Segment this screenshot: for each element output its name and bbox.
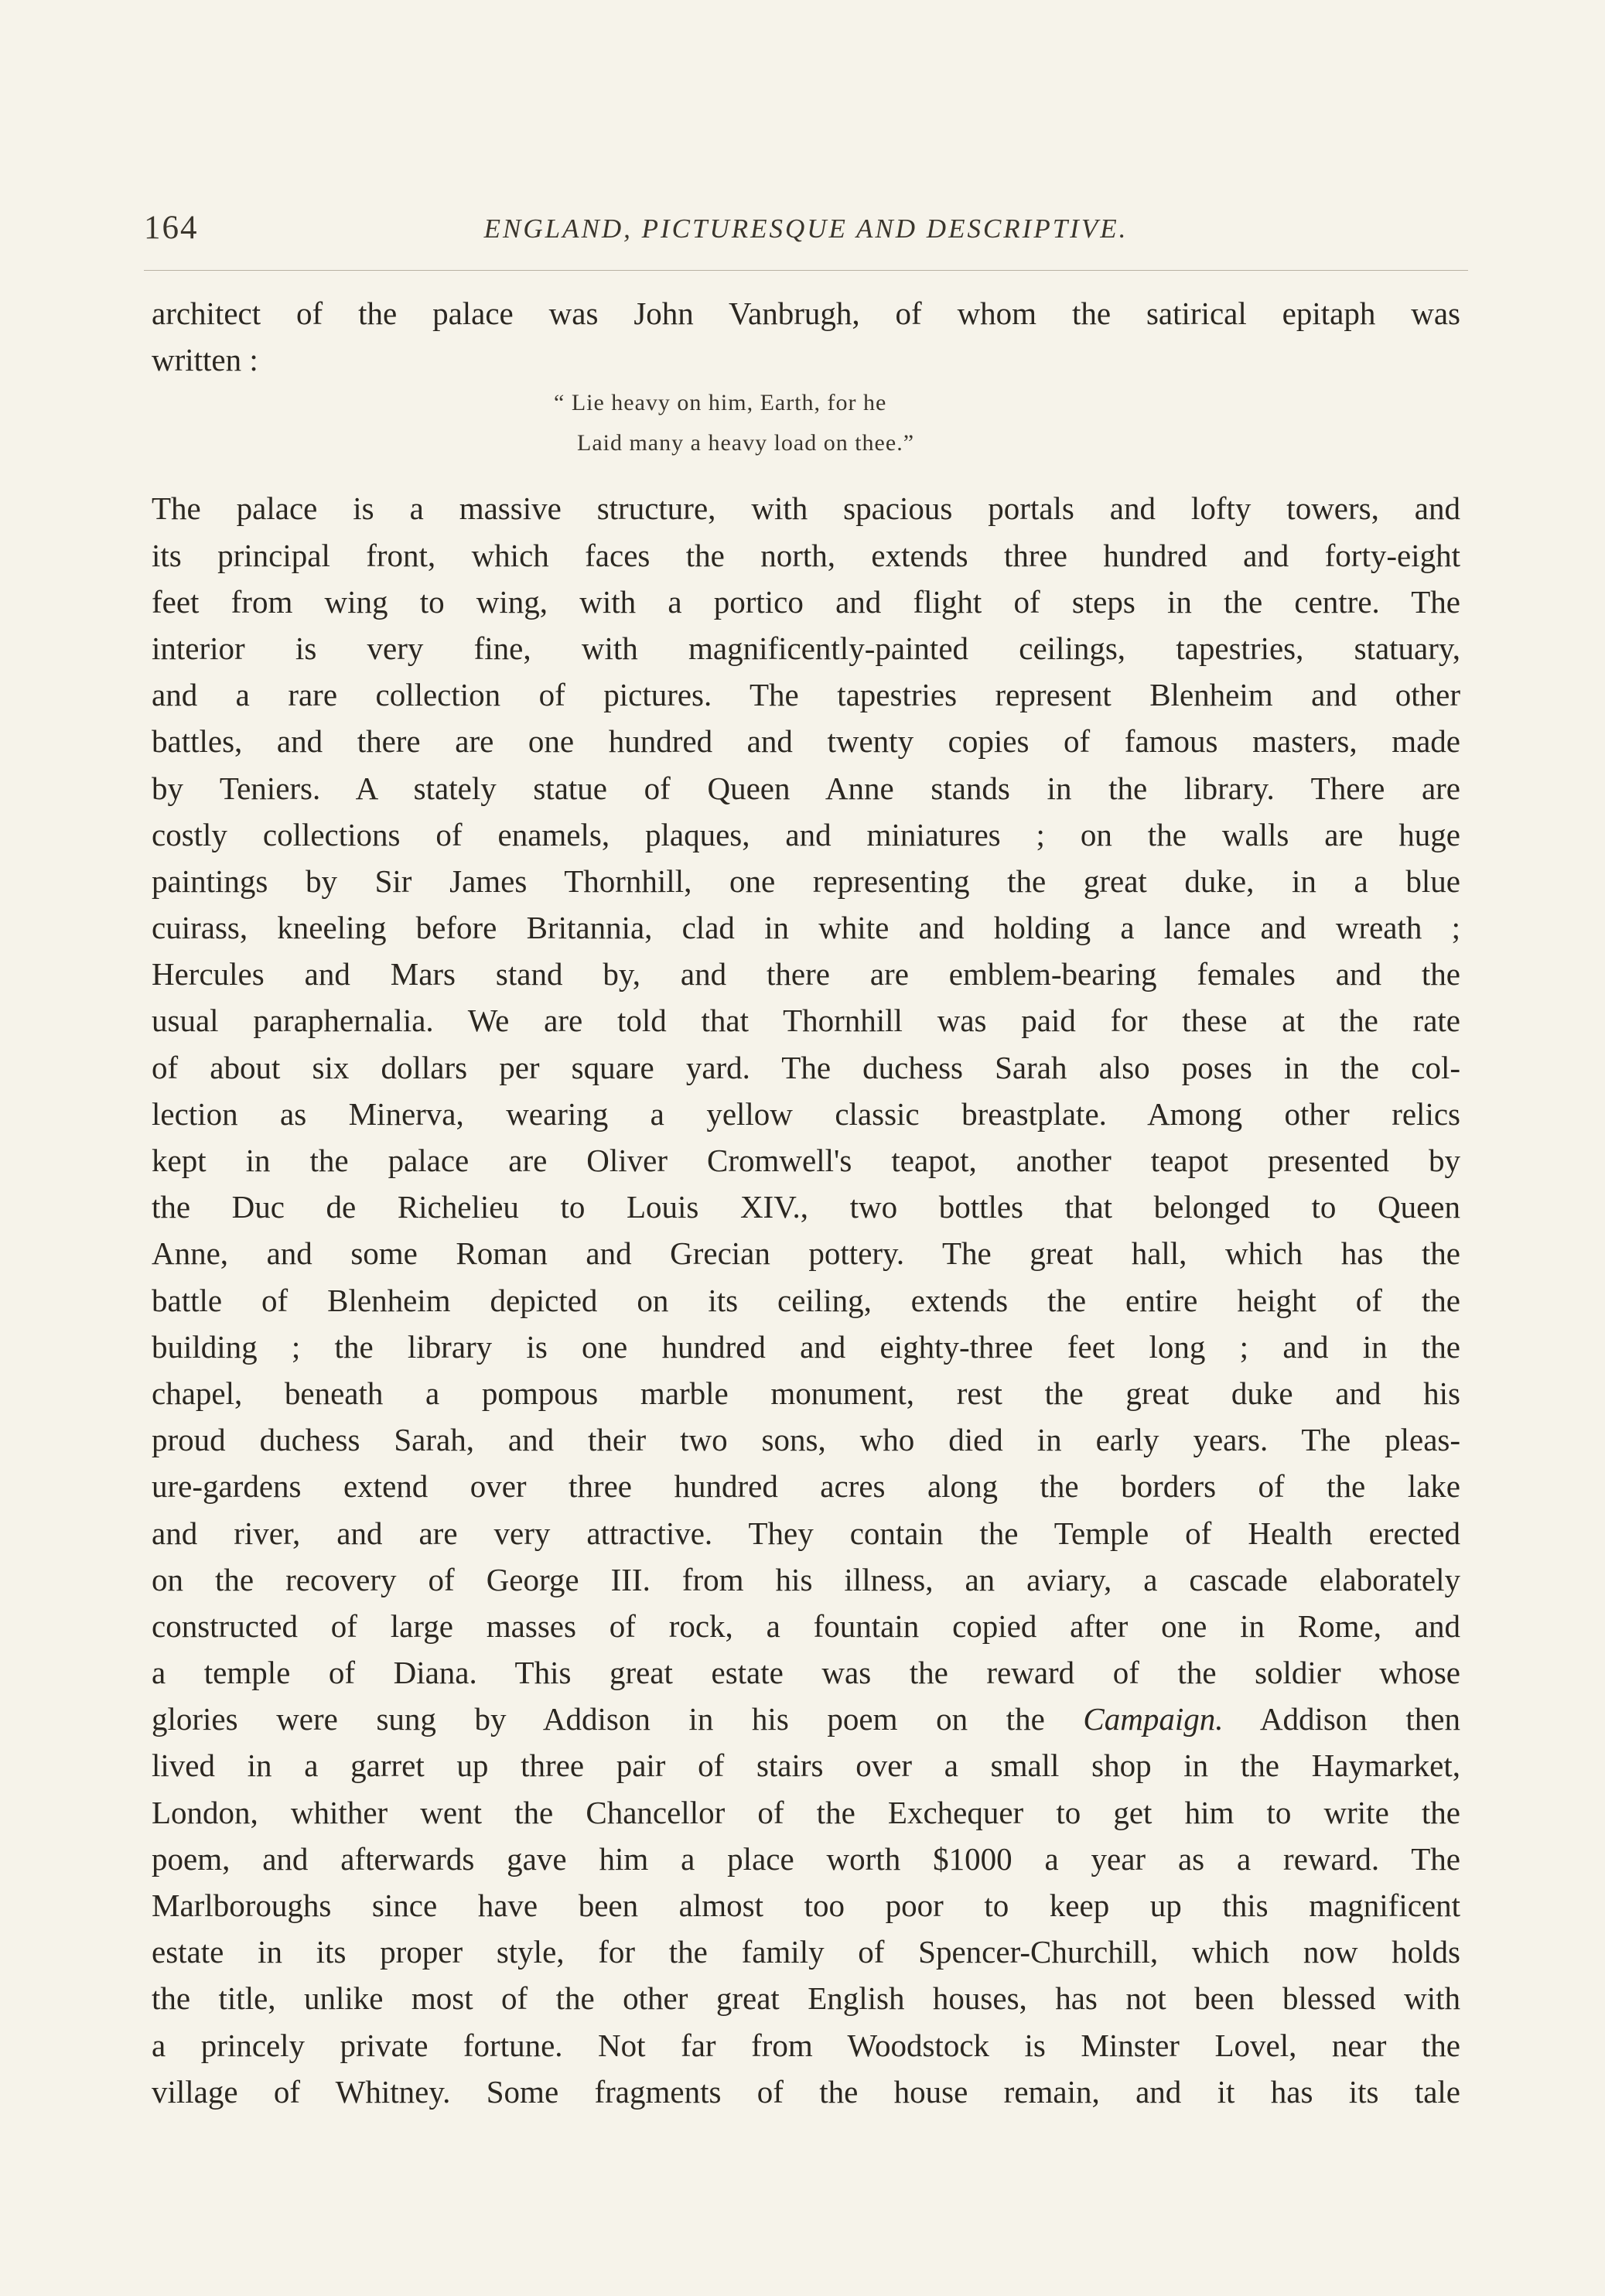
text-line: village of Whitney. Some fragments of the house remain, and it has its tale	[152, 2073, 1460, 2110]
text-line: by Teniers. A stately statue of Queen Anne stands in the library. There are	[152, 770, 1460, 806]
verse-line: Laid many a heavy load on thee.”	[577, 430, 915, 456]
body-text	[152, 290, 1460, 2115]
text-line: kept in the palace are Oliver Cromwell's teapot, another teapot presented by	[152, 1143, 1460, 1178]
text-fragment: glories were sung by Addison in his poem on the	[152, 1701, 1084, 1737]
text-line: a princely private fortune. Not far from Woodstock is Minster Lovel, near the	[152, 2027, 1460, 2063]
text-line: costly collections of enamels, plaques, and miniatures ; on the walls are huge	[152, 816, 1460, 852]
text-line: usual paraphernalia. We are told that Thornhill was paid for these at the rate	[152, 1003, 1460, 1039]
text-line: feet from wing to wing, with a portico and flight of steps in the centre. The	[152, 583, 1460, 620]
text-line: the title, unlike most of the other great English houses, has not been blessed with	[152, 1980, 1460, 2017]
text-line: and a rare collection of pictures. The tapestries represent Blenheim and other	[152, 677, 1460, 713]
running-title: ENGLAND, PICTURESQUE AND DESCRIPTIVE.	[483, 214, 1129, 244]
text-line: constructed of large masses of rock, a fountain copied after one in Rome, and	[152, 1608, 1460, 1644]
text-line: the Duc de Richelieu to Louis XIV., two bottles that belonged to Queen	[152, 1189, 1460, 1225]
text-line: and river, and are very attractive. They contain the Temple of Health erected	[152, 1515, 1460, 1551]
text-line: Marlboroughs since have been almost too poor to keep up this magnificent	[152, 1888, 1460, 1923]
text-line: estate in its proper style, for the family of Spencer-Churchill, which now holds	[152, 1934, 1460, 1970]
text-line: ure-gardens extend over three hundred acres along the borders of the lake	[152, 1468, 1460, 1505]
page-number: 164	[144, 210, 199, 246]
text-line: of about six dollars per square yard. The duchess Sarah also poses in the col-	[152, 1049, 1460, 1085]
verse-line: “ Lie heavy on him, Earth, for he	[554, 390, 887, 416]
text-line: proud duchess Sarah, and their two sons, who died in early years. The pleas-	[152, 1422, 1460, 1458]
text-line: lection as Minerva, wearing a yellow classic breastplate. Among other relics	[152, 1095, 1460, 1132]
text-line: The palace is a massive structure, with spacious portals and lofty towers, and	[152, 490, 1460, 527]
text-line: poem, and afterwards gave him a place worth $1000 a year as a reward. The	[152, 1840, 1460, 1877]
text-line: paintings by Sir James Thornhill, one representing the great duke, in a blue	[152, 863, 1460, 899]
header-rule	[144, 270, 1468, 271]
verse-spacer	[152, 463, 1460, 485]
running-head	[144, 209, 1468, 271]
text-line-campaign	[152, 1696, 1460, 1742]
text-line: chapel, beneath a pompous marble monument, rest the great duke and his	[152, 1375, 1460, 1411]
epitaph-verse	[152, 383, 1460, 463]
text-fragment: Addison then	[1223, 1701, 1460, 1737]
poem-title: Campaign.	[1083, 1701, 1224, 1737]
text-line: its principal front, which faces the north, extends three hundred and forty-eight	[152, 537, 1460, 573]
text-line: written :	[152, 342, 258, 378]
text-line: lived in a garret up three pair of stairs over a small shop in the Haymarket,	[152, 1748, 1460, 1784]
text-line: building ; the library is one hundred and eighty-three feet long ; and in the	[152, 1328, 1460, 1365]
text-line: battle of Blenheim depicted on its ceiling, extends the entire height of the	[152, 1282, 1460, 1318]
text-line: architect of the palace was John Vanbrugh, of whom the satirical epitaph was	[152, 296, 1460, 331]
text-line: Anne, and some Roman and Grecian pottery. The great hall, which has the	[152, 1235, 1460, 1272]
text-line: battles, and there are one hundred and twenty copies of famous masters, made	[152, 723, 1460, 760]
text-line: on the recovery of George III. from his illness, an aviary, a cascade elaborately	[152, 1561, 1460, 1597]
text-line: cuirass, kneeling before Britannia, clad in white and holding a lance and wreath ;	[152, 910, 1460, 946]
text-line: interior is very fine, with magnificently-painted ceilings, tapestries, statuary,	[152, 630, 1460, 666]
text-line: Hercules and Mars stand by, and there are emblem-bearing females and the	[152, 956, 1460, 993]
text-line: London, whither went the Chancellor of the Exchequer to get him to write the	[152, 1794, 1460, 1830]
text-line: a temple of Diana. This great estate was the reward of the soldier whose	[152, 1655, 1460, 1691]
